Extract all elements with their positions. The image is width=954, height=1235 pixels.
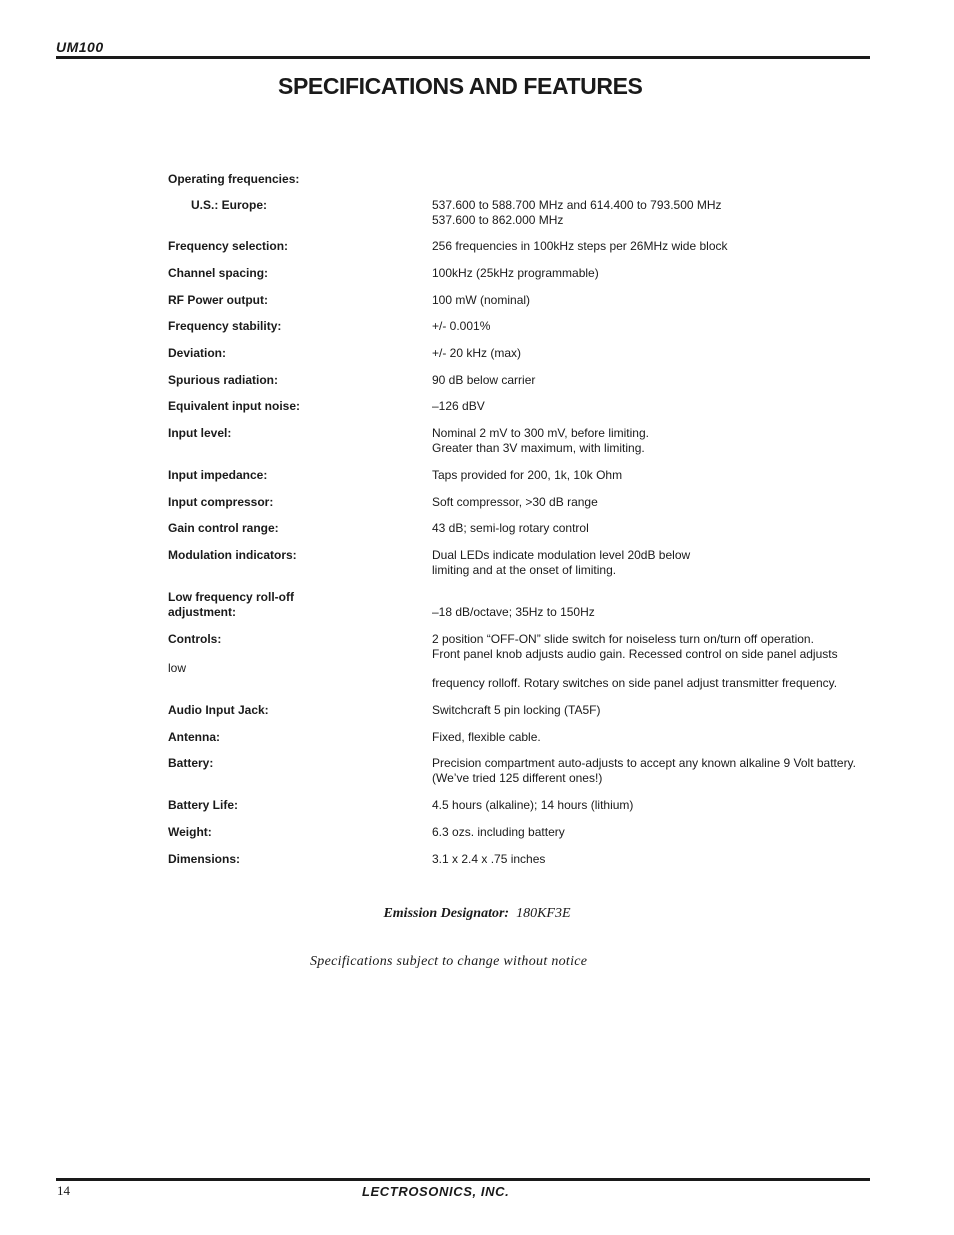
spec-value: +/- 0.001% (432, 319, 491, 333)
spec-row (168, 172, 878, 187)
spec-row (168, 399, 878, 414)
spec-value: +/- 20 kHz (max) (432, 346, 522, 360)
spec-value: Fixed, flexible cable. (432, 730, 541, 744)
spec-label (168, 676, 432, 691)
spec-label: RF Power output: (168, 293, 268, 307)
spec-value: Soft compressor, >30 dB range (432, 495, 598, 509)
spec-row (168, 548, 878, 578)
spec-value: –126 dBV (432, 399, 485, 413)
spec-value: 90 dB below carrier (432, 373, 536, 387)
emission-designator (0, 906, 954, 922)
spec-row (168, 426, 878, 456)
spec-label: Spurious radiation: (168, 373, 279, 387)
spec-value: 6.3 ozs. including battery (432, 825, 565, 839)
spec-label: Frequency selection: (168, 239, 289, 253)
spec-row (168, 676, 878, 691)
spec-row (168, 825, 878, 840)
spec-row (168, 730, 878, 745)
footer-rule (56, 1178, 870, 1181)
spec-row (168, 495, 878, 510)
spec-label: U.S.: Europe: (191, 198, 268, 212)
spec-label: Input compressor: (168, 495, 274, 509)
emission-label: Emission Designator: (383, 906, 510, 921)
spec-row (168, 852, 878, 867)
header-rule (56, 56, 870, 59)
footer-company: LECTROSONICS, INC. (362, 1184, 510, 1199)
spec-row (168, 756, 878, 786)
spec-row (168, 373, 878, 388)
specs-list (168, 172, 878, 867)
spec-label: Frequency stability: (168, 319, 282, 333)
spec-value (432, 661, 878, 676)
spec-label: Equivalent input noise: (168, 399, 301, 413)
spec-row (168, 703, 878, 718)
spec-label: Gain control range: (168, 521, 279, 535)
spec-row (168, 293, 878, 308)
spec-label: Modulation indicators: (168, 548, 297, 562)
spec-value: 4.5 hours (alkaline); 14 hours (lithium) (432, 798, 634, 812)
header-model: UM100 (56, 39, 104, 55)
spec-label: Weight: (168, 825, 212, 839)
spec-label: Controls: (168, 632, 222, 646)
spec-value: Switchcraft 5 pin locking (TA5F) (432, 703, 601, 717)
spec-value: 256 frequencies in 100kHz steps per 26MHz wide block (432, 239, 728, 253)
spec-label: Battery: (168, 756, 214, 770)
spec-row (168, 198, 878, 228)
spec-label: Low frequency roll-off adjustment: (168, 590, 294, 619)
spec-value (432, 172, 878, 187)
spec-label: Antenna: (168, 730, 220, 744)
spec-row (168, 661, 878, 676)
spec-value: Nominal 2 mV to 300 mV, before limiting. Greater than 3V maximum, with limiting. (432, 426, 649, 455)
spec-label: low (168, 661, 187, 675)
emission-value: 180KF3E (516, 906, 571, 921)
spec-label: Deviation: (168, 346, 227, 360)
spec-row (168, 239, 878, 254)
spec-row (168, 468, 878, 483)
spec-row (168, 521, 878, 536)
spec-label: Battery Life: (168, 798, 239, 812)
page-number: 14 (57, 1183, 70, 1198)
spec-row (168, 266, 878, 281)
spec-value: 3.1 x 2.4 x .75 inches (432, 852, 546, 866)
spec-value: 537.600 to 588.700 MHz and 614.400 to 793.500 MHz 537.600 to 862.000 MHz (432, 198, 722, 227)
spec-label: Dimensions: (168, 852, 241, 866)
spec-label: Input level: (168, 426, 232, 440)
spec-row (168, 319, 878, 334)
spec-value: 100kHz (25kHz programmable) (432, 266, 599, 280)
spec-row (168, 798, 878, 813)
spec-label: Operating frequencies: (168, 172, 300, 186)
spec-label: Audio Input Jack: (168, 703, 269, 717)
spec-label: Input impedance: (168, 468, 268, 482)
spec-value: 2 position “OFF-ON” slide switch for noiseless turn on/turn off operation. Front panel knob adjusts audio gain. Recessed control on side panel adjusts (432, 632, 838, 661)
spec-value: Taps provided for 200, 1k, 10k Ohm (432, 468, 623, 482)
page-title: SPECIFICATIONS AND FEATURES (278, 73, 643, 99)
notice: Specifications subject to change without notice (310, 954, 588, 969)
spec-label: Channel spacing: (168, 266, 269, 280)
spec-row (168, 590, 878, 620)
spec-value: –18 dB/octave; 35Hz to 150Hz (432, 605, 595, 619)
spec-value: Dual LEDs indicate modulation level 20dB below limiting and at the onset of limiting. (432, 548, 691, 577)
spec-row (168, 346, 878, 361)
spec-value: 43 dB; semi-log rotary control (432, 521, 589, 535)
spec-value: frequency rolloff. Rotary switches on side panel adjust transmitter frequency. (432, 676, 838, 690)
spec-row (168, 632, 878, 662)
spec-value: 100 mW (nominal) (432, 293, 531, 307)
spec-value: Precision compartment auto-adjusts to accept any known alkaline 9 Volt battery. (We’ve tried 125 different ones!) (432, 756, 857, 785)
